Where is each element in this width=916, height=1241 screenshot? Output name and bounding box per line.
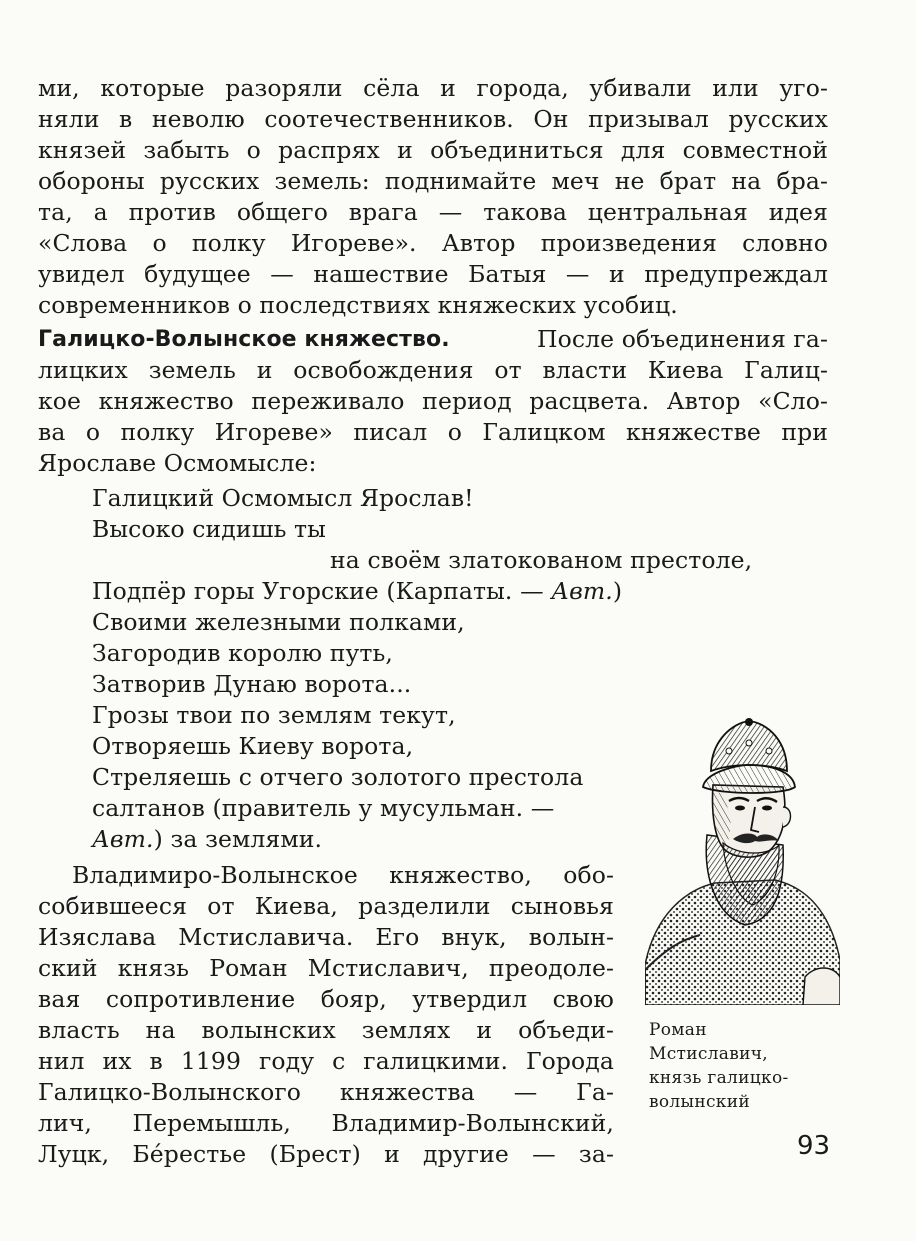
poem-line: Своими железными полками,: [92, 608, 465, 636]
poem-line: Галицкий Осмомысл Ярослав!: [92, 484, 474, 512]
text-line: нил их в 1199 году с галицкими. Города: [38, 1047, 614, 1075]
text-line: кое княжество переживало период расцвета. Автор «Сло-: [38, 387, 828, 415]
poem-line: [92, 824, 322, 855]
poem-line: на своём златокованом престоле,: [330, 546, 753, 574]
text-line: ский князь Роман Мстиславич, преодоле-: [38, 954, 614, 982]
poem-fragment-italic: Авт.: [551, 577, 613, 605]
poem-line: Стреляешь с отчего золотого престола: [92, 763, 584, 791]
poem-line: Затворив Дунаю ворота...: [92, 670, 412, 698]
poem-line: салтанов (правитель у мусульман. —: [92, 794, 555, 822]
poem-line: Высоко сидишь ты: [92, 515, 326, 543]
section-first-line: [38, 324, 828, 355]
text-line: обороны русских земель: поднимайте меч не брат на бра-: [38, 167, 828, 195]
text-line: ми, которые разоряли сёла и города, убивали или уго-: [38, 74, 828, 102]
roman-mstislavich-portrait-image: [645, 715, 840, 1005]
text-line: князей забыть о распрях и объединиться для совместной: [38, 136, 828, 164]
text-line: няли в неволю соотечественников. Он призывал русских: [38, 105, 828, 133]
poem-line: Грозы твои по землям текут,: [92, 701, 456, 729]
text-line: власть на волынских землях и объеди-: [38, 1016, 614, 1044]
text-line: Владимиро-Волынское княжество, обо-: [72, 861, 614, 889]
caption-line: волынский: [649, 1092, 750, 1112]
section-heading: Галицко-Волынское княжество.: [38, 327, 450, 352]
text-fragment: После объединения га-: [537, 325, 828, 353]
text-line: собившееся от Киева, разделили сыновья: [38, 892, 614, 920]
text-line: Галицко-Волынского княжества — Га-: [38, 1078, 614, 1106]
poem-fragment-italic: Авт.: [92, 825, 154, 853]
page-number: 93: [797, 1131, 831, 1161]
text-line: Луцк, Бе́рестье (Брест) и другие — за-: [38, 1140, 614, 1168]
poem-fragment: ): [612, 577, 623, 605]
text-line: современников о последствиях княжеских усобиц.: [38, 291, 678, 319]
poem-line: [92, 576, 622, 607]
text-line: лицких земель и освобождения от власти Киева Галиц-: [38, 356, 828, 384]
caption-line: князь галицко-: [649, 1068, 789, 1088]
text-line: ва о полку Игореве» писал о Галицком княжестве при: [38, 418, 828, 446]
text-line: Изяслава Мстиславича. Его внук, волын-: [38, 923, 614, 951]
poem-line: Загородив королю путь,: [92, 639, 393, 667]
poem-fragment: ) за землями.: [153, 825, 323, 853]
text-line: «Слова о полку Игореве». Автор произведения словно: [38, 229, 828, 257]
portrait-caption: [649, 1018, 789, 1114]
caption-line: Мстиславич,: [649, 1044, 768, 1064]
text-line: вая сопротивление бояр, утвердил свою: [38, 985, 614, 1013]
poem-line: Отворяешь Киеву ворота,: [92, 732, 414, 760]
text-line: лич, Перемышль, Владимир-Волынский,: [38, 1109, 614, 1137]
text-line: та, а против общего врага — такова центральная идея: [38, 198, 828, 226]
poem-fragment: Подпёр горы Угорские (Карпаты. —: [92, 577, 552, 605]
text-line: увидел будущее — нашествие Батыя — и предупреждал: [38, 260, 828, 288]
text-line: Ярославе Осмомысле:: [38, 449, 317, 477]
caption-line: Роман: [649, 1020, 707, 1040]
